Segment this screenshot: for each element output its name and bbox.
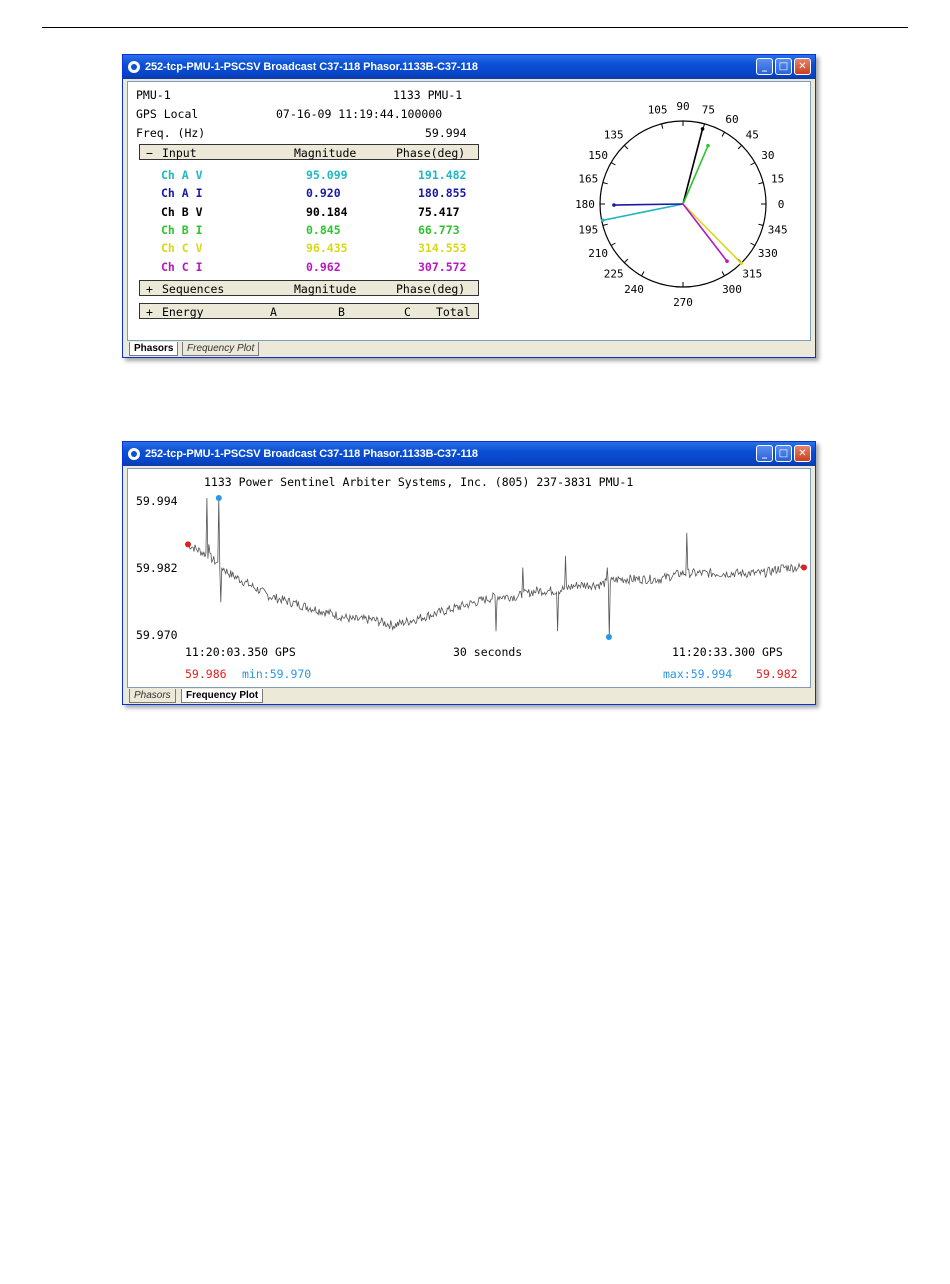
- dial-label: 135: [603, 128, 624, 142]
- page-rule: [42, 27, 908, 28]
- y-tick-mid: 59.982: [136, 561, 178, 575]
- maximize-button[interactable]: □: [775, 58, 792, 75]
- max-value: max:59.994: [663, 667, 733, 681]
- dial-label: 30: [761, 149, 775, 162]
- dial-tick: [751, 243, 755, 246]
- phasor-vector: [683, 204, 741, 263]
- dial-tick: [758, 183, 763, 184]
- phasor-tip: [612, 203, 616, 207]
- tab-frequency-plot[interactable]: Frequency Plot: [181, 689, 263, 703]
- phase-header: Phase(deg): [396, 282, 466, 296]
- gps-label: GPS Local: [136, 107, 199, 121]
- phasor-vector: [614, 204, 683, 205]
- end-value: 59.982: [756, 667, 798, 681]
- dial-label: 270: [673, 296, 693, 309]
- channel-phase: 314.553: [418, 241, 467, 256]
- dial-label: 90: [676, 100, 690, 113]
- dial-tick: [611, 163, 615, 166]
- channel-phase: 66.773: [418, 222, 460, 237]
- dial-label: 195: [578, 223, 599, 237]
- channel-name: Ch A I: [161, 186, 203, 201]
- dial-label: 150: [588, 149, 609, 162]
- dial-label: 345: [767, 223, 788, 237]
- collapse-toggle[interactable]: −: [146, 146, 153, 160]
- tab-phasors[interactable]: Phasors: [129, 689, 176, 703]
- dial-label: 45: [745, 128, 759, 142]
- channel-name: Ch B V: [161, 204, 203, 219]
- minimize-button[interactable]: _: [756, 445, 773, 462]
- minimize-button[interactable]: _: [756, 58, 773, 75]
- dial-tick: [642, 272, 645, 276]
- dial-tick: [722, 272, 725, 276]
- dial-label: 15: [771, 172, 785, 186]
- dial-tick: [624, 259, 628, 263]
- dial-tick: [611, 243, 615, 246]
- close-button[interactable]: ✕: [794, 58, 811, 75]
- phasor-tip: [706, 144, 710, 148]
- min-marker: [606, 634, 612, 640]
- energy-col-b: B: [338, 305, 345, 319]
- plot-header: 1133 Power Sentinel Arbiter Systems, Inc. (805) 237-3831 PMU-1: [204, 475, 634, 489]
- tab-bar: [127, 689, 811, 703]
- tab-bar: [127, 342, 811, 356]
- dial-label: 165: [578, 172, 599, 186]
- magnitude-header: Magnitude: [294, 146, 357, 160]
- window-title: 252-tcp-PMU-1-PSCSV Broadcast C37-118 Phasor.1133B-C37-118: [145, 448, 478, 460]
- energy-header[interactable]: [139, 303, 479, 319]
- channel-phase: 307.572: [418, 259, 467, 274]
- channel-name: Ch B I: [161, 222, 203, 237]
- channel-magnitude: 90.184: [306, 204, 348, 219]
- start-time: 11:20:03.350 GPS: [185, 645, 296, 659]
- frequency-panel: [127, 468, 811, 688]
- dial-label: 300: [722, 282, 742, 296]
- input-label: Input: [162, 146, 197, 160]
- channel-magnitude: 0.845: [306, 222, 341, 237]
- station-id: 1133 PMU-1: [393, 88, 463, 102]
- dial-label: 225: [603, 267, 624, 281]
- dial-tick: [662, 124, 663, 129]
- channel-name: Ch C I: [161, 259, 203, 274]
- start-marker: [185, 541, 191, 547]
- maximize-button[interactable]: □: [775, 445, 792, 462]
- sequences-label: Sequences: [162, 282, 225, 296]
- expand-toggle[interactable]: +: [146, 282, 153, 296]
- title-bar[interactable]: [123, 442, 815, 466]
- energy-col-total: Total: [436, 305, 471, 319]
- start-value: 59.986: [185, 667, 227, 681]
- freq-value: 59.994: [425, 126, 467, 140]
- dial-tick: [751, 163, 755, 166]
- energy-label: Energy: [162, 305, 204, 319]
- sequences-header[interactable]: [139, 280, 479, 296]
- dial-tick: [738, 145, 742, 149]
- app-icon[interactable]: [128, 61, 140, 73]
- dial-label: 75: [701, 103, 715, 117]
- channel-magnitude: 0.920: [306, 186, 341, 201]
- app-icon[interactable]: [128, 448, 140, 460]
- window-title: 252-tcp-PMU-1-PSCSV Broadcast C37-118 Phasor.1133B-C37-118: [145, 61, 478, 73]
- dial-label: 180: [575, 198, 595, 211]
- phasor-tip: [725, 259, 729, 263]
- end-time: 11:20:33.300 GPS: [672, 645, 783, 659]
- magnitude-header: Magnitude: [294, 282, 357, 296]
- tab-frequency-plot[interactable]: Frequency Plot: [182, 342, 259, 356]
- dial-label: 60: [725, 113, 739, 127]
- dial-label: 105: [647, 103, 668, 117]
- phasor-tip: [739, 261, 743, 265]
- channel-magnitude: 96.435: [306, 241, 348, 256]
- dial-label: 240: [624, 282, 644, 296]
- station-name: PMU-1: [136, 88, 171, 102]
- tab-phasors[interactable]: Phasors: [129, 342, 178, 356]
- y-tick-min: 59.970: [136, 628, 178, 642]
- dial-tick: [722, 132, 725, 136]
- dial-tick: [624, 145, 628, 149]
- frequency-series-line: [188, 498, 804, 637]
- gps-timestamp: 07-16-09 11:19:44.100000: [276, 107, 443, 121]
- channel-magnitude: 95.099: [306, 168, 348, 182]
- phase-header: Phase(deg): [396, 146, 466, 160]
- dial-label: 315: [742, 267, 763, 281]
- close-button[interactable]: ✕: [794, 445, 811, 462]
- phasor-tip: [701, 127, 705, 131]
- channel-name: Ch C V: [161, 241, 203, 256]
- channel-magnitude: 0.962: [306, 259, 341, 274]
- dial-tick: [603, 224, 608, 225]
- end-marker: [801, 565, 807, 571]
- min-value: min:59.970: [242, 667, 312, 681]
- max-marker: [216, 495, 222, 501]
- phasor-window[interactable]: [122, 54, 816, 358]
- energy-col-a: A: [270, 305, 277, 319]
- phasor-tip: [601, 218, 605, 222]
- channel-phase: 75.417: [418, 204, 460, 219]
- time-span: 30 seconds: [453, 645, 523, 659]
- phasor-panel: [127, 81, 811, 341]
- dial-label: 210: [588, 247, 609, 260]
- freq-label: Freq. (Hz): [136, 126, 206, 140]
- y-tick-max: 59.994: [136, 494, 178, 508]
- channel-phase: 191.482: [418, 168, 467, 182]
- expand-toggle[interactable]: +: [146, 305, 153, 319]
- dial-label: 330: [757, 247, 778, 260]
- input-header[interactable]: [139, 144, 479, 160]
- channel-name: Ch A V: [161, 168, 203, 182]
- energy-col-c: C: [404, 305, 411, 319]
- dial-tick: [603, 183, 608, 184]
- dial-tick: [758, 224, 763, 225]
- title-bar[interactable]: [123, 55, 815, 79]
- channel-phase: 180.855: [418, 186, 467, 201]
- phasor-vector: [683, 204, 727, 261]
- phasor-diagram: [568, 92, 798, 312]
- frequency-window[interactable]: [122, 441, 816, 705]
- dial-label: 0: [777, 198, 785, 211]
